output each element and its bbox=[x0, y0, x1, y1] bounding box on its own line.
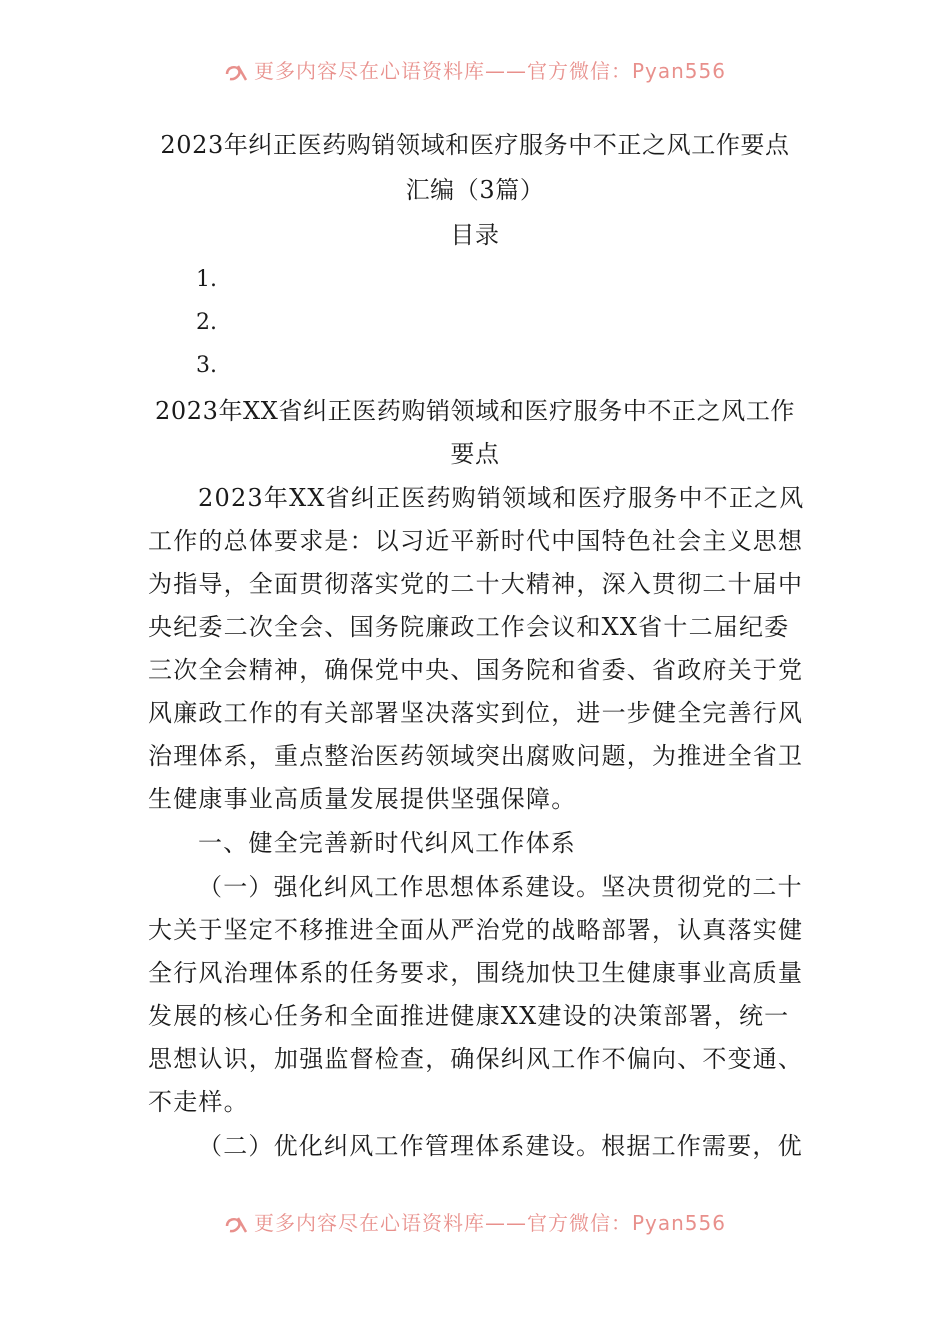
paragraph-line: 风廉政工作的有关部署坚决落实到位，进一步健全完善行风 bbox=[148, 699, 804, 727]
logo-icon bbox=[224, 1214, 250, 1236]
watermark-text: 更多内容尽在心语资料库——官方微信：Pyan556 bbox=[253, 1211, 726, 1235]
document-title-line1: 2023年纠正医药购销领域和医疗服务中不正之风工作要点 bbox=[160, 131, 790, 159]
paragraph-line: 2023年XX省纠正医药购销领域和医疗服务中不正之风 bbox=[198, 484, 805, 512]
section-title-line2: 要点 bbox=[450, 440, 500, 468]
paragraph-line: 不走样。 bbox=[148, 1088, 249, 1116]
watermark-footer bbox=[0, 1208, 950, 1238]
section-heading: 一、健全完善新时代纠风工作体系 bbox=[198, 829, 576, 857]
watermark-text: 更多内容尽在心语资料库——官方微信：Pyan556 bbox=[253, 59, 726, 83]
paragraph-line: 央纪委二次全会、国务院廉政工作会议和XX省十二届纪委 bbox=[148, 613, 790, 641]
toc-heading: 目录 bbox=[450, 221, 500, 249]
paragraph-line: 思想认识，加强监督检查，确保纠风工作不偏向、不变通、 bbox=[148, 1045, 804, 1073]
document-title-line2: 汇编（3篇） bbox=[405, 176, 545, 204]
paragraph-line: 大关于坚定不移推进全面从严治党的战略部署，认真落实健 bbox=[148, 916, 804, 944]
paragraph-line: 发展的核心任务和全面推进健康XX建设的决策部署，统一 bbox=[148, 1002, 790, 1030]
toc-item: 1. bbox=[196, 267, 217, 292]
paragraph-line: （一）强化纠风工作思想体系建设。坚决贯彻党的二十 bbox=[198, 873, 803, 901]
paragraph-line: 全行风治理体系的任务要求，围绕加快卫生健康事业高质量 bbox=[148, 959, 804, 987]
toc-item: 2. bbox=[196, 310, 217, 335]
toc-item: 3. bbox=[196, 353, 217, 378]
paragraph-line: 三次全会精神，确保党中央、国务院和省委、省政府关于党 bbox=[148, 656, 804, 684]
paragraph-line: 治理体系，重点整治医药领域突出腐败问题，为推进全省卫 bbox=[148, 742, 804, 770]
section-title-line1: 2023年XX省纠正医药购销领域和医疗服务中不正之风工作 bbox=[154, 397, 796, 425]
paragraph-line: 为指导，全面贯彻落实党的二十大精神，深入贯彻二十届中 bbox=[148, 570, 804, 598]
paragraph-line: （二）优化纠风工作管理体系建设。根据工作需要，优 bbox=[198, 1132, 803, 1160]
paragraph-line: 生健康事业高质量发展提供坚强保障。 bbox=[148, 785, 577, 813]
logo-icon bbox=[224, 62, 250, 84]
paragraph-line: 工作的总体要求是：以习近平新时代中国特色社会主义思想 bbox=[148, 527, 804, 555]
watermark-header bbox=[0, 56, 950, 86]
